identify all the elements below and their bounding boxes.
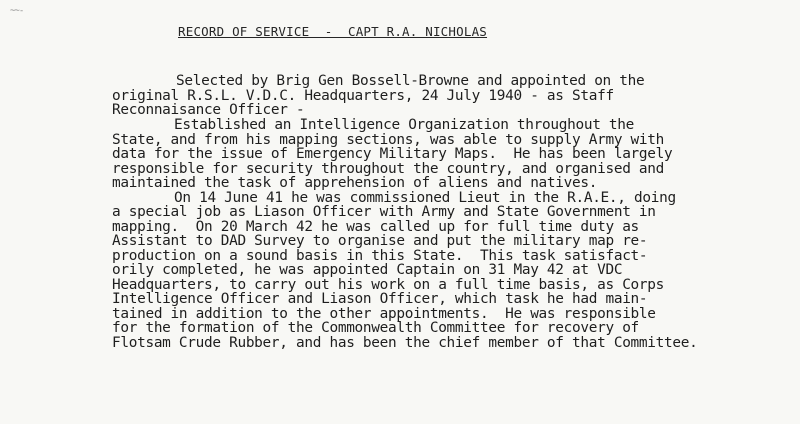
body-line: tained in addition to the other appointments. He was responsible <box>112 306 656 322</box>
body-line: Flotsam Crude Rubber, and has been the chief member of that Committee. <box>112 335 698 351</box>
body-line: responsible for security throughout the country, and organised and <box>112 161 665 177</box>
body-line: Intelligence Officer and Liason Officer, which task he had main- <box>112 291 648 307</box>
body-line: production on a sound basis in this State. This task satisfact- <box>112 248 648 264</box>
body-line: State, and from his mapping sections, was able to supply Army with <box>112 132 665 148</box>
margin-mark: ~~- <box>10 6 24 16</box>
body-line: orily completed, he was appointed Captain on 31 May 42 at VDC <box>112 262 623 278</box>
body-line: maintained the task of apprehension of aliens and natives. <box>112 175 598 191</box>
body-line: Reconnaisance Officer - <box>112 102 305 118</box>
body-line: data for the issue of Emergency Military Maps. He has been largely <box>112 146 673 162</box>
body-line: On 14 June 41 he was commissioned Lieut in the R.A.E., doing <box>174 190 676 206</box>
body-line: Selected by Brig Gen Bossell-Browne and appointed on the <box>176 73 645 89</box>
body-line: for the formation of the Commonwealth Committee for recovery of <box>112 320 639 336</box>
body-line: Assistant to DAD Survey to organise and put the military map re- <box>112 233 648 249</box>
body-line: a special job as Liason Officer with Army and State Government in <box>112 204 656 220</box>
body-line: mapping. On 20 March 42 he was called up for full time duty as <box>112 219 639 235</box>
document-title: RECORD OF SERVICE - CAPT R.A. NICHOLAS <box>178 24 488 39</box>
body-line: original R.S.L. V.D.C. Headquarters, 24 July 1940 - as Staff <box>112 88 614 104</box>
body-line: Established an Intelligence Organization throughout the <box>174 117 635 133</box>
body-line: Headquarters, to carry out his work on a full time basis, as Corps <box>112 277 665 293</box>
